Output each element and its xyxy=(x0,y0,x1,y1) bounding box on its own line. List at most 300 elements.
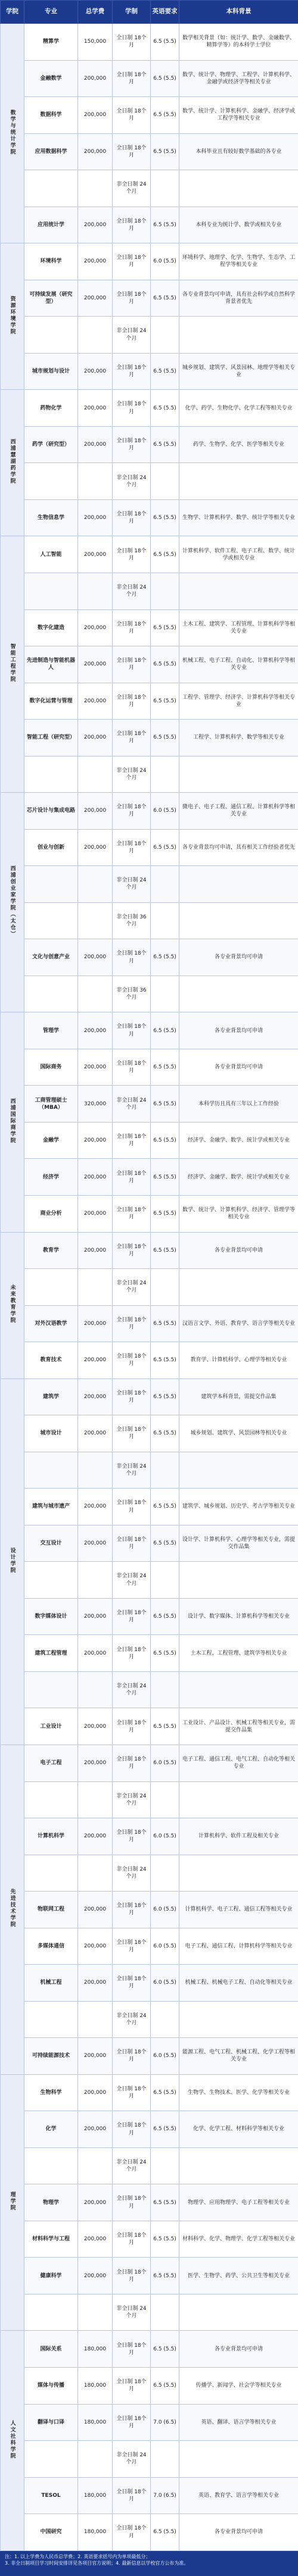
table-header-row xyxy=(1,1,298,24)
duration-cell: 全日制 18个月 xyxy=(113,2477,151,2514)
major-cell: 媒体与传播 xyxy=(24,2368,78,2405)
footnote-line-1: 注：1. 以上学费为人民币总学费；2. 英语要求括号内为单项最低分； xyxy=(5,2554,151,2559)
college-name: 西浦国际商学院 xyxy=(9,1098,15,1144)
major-cell: 计算机科学 xyxy=(24,1818,78,1855)
english-cell xyxy=(151,1671,179,1708)
college-name: 未来教育学院 xyxy=(9,1284,15,1324)
table-row xyxy=(1,1928,298,1965)
english-cell: 7.0 (6.5) xyxy=(151,2477,179,2514)
background-cell: 工程学、计算机科学、数学等相关专业 xyxy=(179,720,298,756)
college-name: 人文社科学院 xyxy=(9,2419,15,2459)
fee-cell xyxy=(78,902,113,939)
background-cell: 本科专业为统计学、数学或相关专业 xyxy=(179,207,298,243)
header-fee: 总学费 xyxy=(78,1,113,24)
fee-cell: 200,000 xyxy=(78,207,113,243)
background-cell: 电子工程、通信工程、计算机科学等相关专业 xyxy=(179,1928,298,1965)
college-cell xyxy=(1,1232,24,1378)
english-cell: 6.5 (5.5) xyxy=(151,1378,179,1415)
header-major: 专业 xyxy=(24,1,78,24)
english-cell: 6.5 (5.5) xyxy=(151,939,179,976)
english-cell: 6.5 (5.5) xyxy=(151,2074,179,2111)
fee-cell xyxy=(78,170,113,207)
duration-cell: 全日制 18个月 xyxy=(113,1196,151,1233)
english-cell: 7.0 (6.5) xyxy=(151,2404,179,2441)
major-cell: 数字化运营与管理 xyxy=(24,683,78,720)
college-name: 西浦创业家学院（太仓） xyxy=(9,865,15,937)
table-row xyxy=(1,793,298,830)
header-background: 本科背景 xyxy=(179,1,298,24)
major-cell xyxy=(24,573,78,609)
duration-cell: 全日制 18个月 xyxy=(113,2038,151,2075)
college-name: 理学院 xyxy=(9,2192,15,2212)
table-row xyxy=(1,2441,298,2478)
major-cell: 药学（研究型） xyxy=(24,426,78,463)
table-row xyxy=(1,1489,298,1525)
fee-cell: 200,000 xyxy=(78,133,113,170)
background-cell: 机械工程、机械电子工程、自动化等相关专业 xyxy=(179,1965,298,2002)
college-cell xyxy=(1,2074,24,2331)
major-cell: 化学 xyxy=(24,2111,78,2148)
table-row xyxy=(1,1269,298,1306)
fee-cell xyxy=(78,866,113,903)
major-cell xyxy=(24,2001,78,2038)
background-cell xyxy=(179,976,298,1012)
english-cell: 6.5 (5.5) xyxy=(151,426,179,463)
duration-cell: 非全日制 24个月 xyxy=(113,1781,151,1818)
major-cell: 数据科学 xyxy=(24,97,78,134)
english-cell: 6.5 (5.5) xyxy=(151,2368,179,2405)
english-cell xyxy=(151,1855,179,1892)
background-cell xyxy=(179,573,298,609)
duration-cell: 全日制 18个月 xyxy=(113,793,151,830)
major-cell: 城市设计 xyxy=(24,1415,78,1452)
major-cell: 建筑学 xyxy=(24,1378,78,1415)
fee-cell: 200,000 xyxy=(78,683,113,720)
header-college: 学院 xyxy=(1,1,24,24)
major-cell xyxy=(24,756,78,793)
major-cell: 芯片设计与集成电路 xyxy=(24,793,78,830)
fee-cell: 200,000 xyxy=(78,609,113,646)
background-cell: 电子工程、通信工程、电气工程、自动化等相关专业 xyxy=(179,1745,298,1781)
fee-cell: 200,000 xyxy=(78,2111,113,2148)
english-cell xyxy=(151,170,179,207)
major-cell: 健康科学 xyxy=(24,2258,78,2294)
table-row xyxy=(1,2514,298,2551)
english-cell: 6.5 (5.5) xyxy=(151,1012,179,1049)
major-cell xyxy=(24,2147,78,2184)
english-cell: 6.5 (5.5) xyxy=(151,2331,179,2368)
fee-cell xyxy=(78,1269,113,1306)
fee-cell: 200,000 xyxy=(78,1122,113,1159)
table-row xyxy=(1,2111,298,2148)
fee-cell: 200,000 xyxy=(78,499,113,536)
english-cell: 6.0 (5.5) xyxy=(151,1892,179,1928)
background-cell: 各专业背景均可申请 xyxy=(179,2331,298,2368)
english-cell xyxy=(151,2147,179,2184)
major-cell xyxy=(24,1855,78,1892)
english-cell: 6.5 (5.5) xyxy=(151,1086,179,1123)
background-cell xyxy=(179,2441,298,2478)
fee-cell: 200,000 xyxy=(78,1489,113,1525)
major-cell xyxy=(24,2441,78,2478)
duration-cell: 非全日制 24个月 xyxy=(113,1269,151,1306)
fee-cell: 200,000 xyxy=(78,97,113,134)
duration-cell: 全日制 18个月 xyxy=(113,1012,151,1049)
duration-cell: 全日制 18个月 xyxy=(113,1745,151,1781)
background-cell: 各专业背景均可申请 xyxy=(179,1232,298,1269)
major-cell xyxy=(24,1452,78,1489)
english-cell xyxy=(151,1781,179,1818)
header-english: 英语要求 xyxy=(151,1,179,24)
fee-cell: 200,000 xyxy=(78,829,113,866)
college-name: 西浦慧湖药学院 xyxy=(9,439,15,485)
table-row xyxy=(1,2184,298,2221)
background-cell xyxy=(179,1781,298,1818)
fee-cell: 180,000 xyxy=(78,2368,113,2405)
table-row xyxy=(1,1562,298,1599)
background-cell: 土木工程、建筑学、工程管理、计算机科学等相关专业 xyxy=(179,609,298,646)
table-row xyxy=(1,2221,298,2258)
table-row xyxy=(1,2477,298,2514)
fee-cell: 180,000 xyxy=(78,2514,113,2551)
table-row xyxy=(1,1232,298,1269)
background-cell: 设计学、计算机科学、心理学等相关专业，需提交作品集 xyxy=(179,1525,298,1562)
major-cell: 国际关系 xyxy=(24,2331,78,2368)
table-row xyxy=(1,499,298,536)
duration-cell: 全日制 18个月 xyxy=(113,1598,151,1635)
english-cell: 6.5 (5.5) xyxy=(151,1232,179,1269)
duration-cell: 非全日制 24个月 xyxy=(113,866,151,903)
english-cell: 6.0 (5.5) xyxy=(151,1745,179,1781)
table-row xyxy=(1,2038,298,2075)
duration-cell: 全日制 18个月 xyxy=(113,1892,151,1928)
major-cell: 教育技术 xyxy=(24,1342,78,1379)
major-cell: 应用统计学 xyxy=(24,207,78,243)
background-cell: 药学、生物学、化学、医学等相关专业 xyxy=(179,426,298,463)
table-row xyxy=(1,1855,298,1892)
table-row xyxy=(1,353,298,390)
background-cell: 建筑学本科背景，需提交作品集 xyxy=(179,1378,298,1415)
duration-cell: 全日制 18个月 xyxy=(113,536,151,573)
background-cell xyxy=(179,317,298,354)
background-cell: 本科学历且具有三年以上工作经验 xyxy=(179,1086,298,1123)
duration-cell: 非全日制 24个月 xyxy=(113,1452,151,1489)
table-row xyxy=(1,683,298,720)
duration-cell: 非全日制 36个月 xyxy=(113,976,151,1012)
major-cell: 创业与创新 xyxy=(24,829,78,866)
table-row xyxy=(1,317,298,354)
duration-cell: 全日制 18个月 xyxy=(113,426,151,463)
fee-cell: 200,000 xyxy=(78,1012,113,1049)
duration-cell: 全日制 18个月 xyxy=(113,1378,151,1415)
background-cell xyxy=(179,866,298,903)
background-cell: 城乡规划、建筑学、风景园林等相关专业 xyxy=(179,1415,298,1452)
english-cell: 6.0 (5.5) xyxy=(151,1818,179,1855)
english-cell: 6.5 (5.5) xyxy=(151,353,179,390)
major-cell: TESOL xyxy=(24,2477,78,2514)
fee-cell xyxy=(78,317,113,354)
background-cell: 各专业背景均可申请 xyxy=(179,2514,298,2551)
table-row xyxy=(1,2001,298,2038)
fee-cell xyxy=(78,1452,113,1489)
background-cell xyxy=(179,2294,298,2331)
duration-cell: 全日制 18个月 xyxy=(113,683,151,720)
major-cell: 数字媒体设计 xyxy=(24,1598,78,1635)
duration-cell: 非全日制 24个月 xyxy=(113,573,151,609)
fee-cell xyxy=(78,463,113,500)
duration-cell: 非全日制 24个月 xyxy=(113,463,151,500)
table-row xyxy=(1,1415,298,1452)
major-cell: 国际商务 xyxy=(24,1049,78,1086)
background-cell: 各专业背景均可申请，具有相关工作经验者优先 xyxy=(179,829,298,866)
table-row xyxy=(1,976,298,1012)
english-cell: 6.5 (5.5) xyxy=(151,683,179,720)
header-duration: 学制 xyxy=(113,1,151,24)
duration-cell: 全日制 18个月 xyxy=(113,646,151,683)
major-cell: 生物信息学 xyxy=(24,499,78,536)
major-cell: 经济学 xyxy=(24,1159,78,1196)
college-cell xyxy=(1,243,24,390)
english-cell: 6.5 (5.5) xyxy=(151,2184,179,2221)
english-cell: 6.0 (5.5) xyxy=(151,1965,179,2002)
english-cell: 6.5 (5.5) xyxy=(151,1415,179,1452)
background-cell: 各专业背景均可申请 xyxy=(179,1012,298,1049)
major-cell: 对外汉语教学 xyxy=(24,1305,78,1342)
table-row xyxy=(1,720,298,756)
major-cell: 建筑与城市遗产 xyxy=(24,1489,78,1525)
english-cell xyxy=(151,902,179,939)
background-cell: 各专业背景均可申请 xyxy=(179,939,298,976)
major-cell: 材料科学与工程 xyxy=(24,2221,78,2258)
major-cell: 交互设计 xyxy=(24,1525,78,1562)
english-cell: 6.5 (5.5) xyxy=(151,2221,179,2258)
background-cell: 经济学、金融学、数学、统计学或相关专业 xyxy=(179,1122,298,1159)
table-row xyxy=(1,1745,298,1781)
fee-cell: 200,000 xyxy=(78,390,113,427)
fee-cell xyxy=(78,1781,113,1818)
english-cell: 6.5 (5.5) xyxy=(151,829,179,866)
english-cell: 6.5 (5.5) xyxy=(151,646,179,683)
major-cell xyxy=(24,317,78,354)
english-cell xyxy=(151,2294,179,2331)
english-cell: 6.5 (5.5) xyxy=(151,97,179,134)
duration-cell: 非全日制 24个月 xyxy=(113,756,151,793)
fee-cell: 320,000 xyxy=(78,1086,113,1123)
table-row xyxy=(1,866,298,903)
table-row xyxy=(1,902,298,939)
duration-cell: 全日制 18个月 xyxy=(113,207,151,243)
english-cell: 6.0 (5.5) xyxy=(151,243,179,280)
table-row xyxy=(1,1122,298,1159)
fee-cell: 200,000 xyxy=(78,1342,113,1379)
background-cell xyxy=(179,170,298,207)
fee-cell: 200,000 xyxy=(78,2184,113,2221)
duration-cell: 全日制 18个月 xyxy=(113,243,151,280)
english-cell: 6.5 (5.5) xyxy=(151,1159,179,1196)
fee-cell: 200,000 xyxy=(78,1635,113,1672)
table-row xyxy=(1,2258,298,2294)
duration-cell: 全日制 18个月 xyxy=(113,1049,151,1086)
fee-cell: 200,000 xyxy=(78,1159,113,1196)
background-cell xyxy=(179,1562,298,1599)
table-row xyxy=(1,24,298,61)
background-cell: 化学、化学工程、材料科学等相关专业 xyxy=(179,2111,298,2148)
major-cell: 城市规划与设计 xyxy=(24,353,78,390)
duration-cell: 全日制 18个月 xyxy=(113,499,151,536)
english-cell: 6.5 (5.5) xyxy=(151,1708,179,1745)
fee-cell: 200,000 xyxy=(78,939,113,976)
english-cell xyxy=(151,2001,179,2038)
background-cell: 计算机科学、软件工程、电子工程、数学、统计学或相关专业 xyxy=(179,536,298,573)
english-cell: 6.5 (5.5) xyxy=(151,1635,179,1672)
major-cell: 物联网工程 xyxy=(24,1892,78,1928)
background-cell: 机械工程、电子工程、自动化、计算机科学等相关专业 xyxy=(179,646,298,683)
major-cell: 精算学 xyxy=(24,24,78,61)
fee-cell: 200,000 xyxy=(78,1415,113,1452)
fee-cell xyxy=(78,756,113,793)
background-cell: 数学、统计学、计算机科学、经济学、管理学等相关专业 xyxy=(179,1196,298,1233)
english-cell: 6.5 (5.5) xyxy=(151,1489,179,1525)
table-row xyxy=(1,280,298,317)
fee-cell: 200,000 xyxy=(78,1745,113,1781)
fee-cell: 200,000 xyxy=(78,1525,113,1562)
table-row xyxy=(1,573,298,609)
fee-cell: 200,000 xyxy=(78,1049,113,1086)
major-cell: 翻译与口译 xyxy=(24,2404,78,2441)
background-cell: 生物学、计算机科学、数学、统计学等相关专业 xyxy=(179,499,298,536)
english-cell: 6.5 (5.5) xyxy=(151,1196,179,1233)
table-row xyxy=(1,1012,298,1049)
fee-cell xyxy=(78,2147,113,2184)
table-row xyxy=(1,97,298,134)
duration-cell: 非全日制 24个月 xyxy=(113,1671,151,1708)
table-row xyxy=(1,1671,298,1708)
duration-cell: 全日制 18个月 xyxy=(113,2404,151,2441)
english-cell xyxy=(151,756,179,793)
background-cell: 英语、教育学、语言学等相关专业 xyxy=(179,2477,298,2514)
english-cell: 6.5 (5.5) xyxy=(151,390,179,427)
table-row xyxy=(1,1159,298,1196)
background-cell xyxy=(179,1671,298,1708)
duration-cell: 全日制 18个月 xyxy=(113,1122,151,1159)
major-cell: 商业分析 xyxy=(24,1196,78,1233)
major-cell: 环境科学 xyxy=(24,243,78,280)
table-row xyxy=(1,1086,298,1123)
background-cell: 数学相关背景（如：统计学、数学、金融数学、精算学等）的本科学士学位 xyxy=(179,24,298,61)
duration-cell: 全日制 18个月 xyxy=(113,1489,151,1525)
fee-cell: 200,000 xyxy=(78,1965,113,2002)
fee-cell: 200,000 xyxy=(78,1196,113,1233)
background-cell xyxy=(179,1452,298,1489)
fee-cell xyxy=(78,2294,113,2331)
fee-cell: 200,000 xyxy=(78,1708,113,1745)
table-row xyxy=(1,1708,298,1745)
background-cell: 能源工程、电气工程、机械工程、化学工程等相关专业 xyxy=(179,2038,298,2075)
major-cell xyxy=(24,1671,78,1708)
duration-cell: 全日制 18个月 xyxy=(113,1415,151,1452)
table-row xyxy=(1,939,298,976)
english-cell: 6.5 (5.5) xyxy=(151,609,179,646)
major-cell: 建筑工程管理 xyxy=(24,1635,78,1672)
duration-cell: 非全日制 24个月 xyxy=(113,2001,151,2038)
fee-cell: 200,000 xyxy=(78,353,113,390)
major-cell xyxy=(24,170,78,207)
fee-cell: 200,000 xyxy=(78,793,113,830)
duration-cell: 全日制 18个月 xyxy=(113,2368,151,2405)
table-row xyxy=(1,1342,298,1379)
english-cell xyxy=(151,976,179,1012)
duration-cell: 全日制 18个月 xyxy=(113,1818,151,1855)
fee-cell: 200,000 xyxy=(78,2221,113,2258)
footnote xyxy=(0,2551,298,2576)
college-name: 数学与统计学院 xyxy=(9,109,15,155)
background-cell: 物理学、应用物理学、电子工程等相关专业 xyxy=(179,2184,298,2221)
background-cell: 环境科学、地理学、化学、生物学、生态学、工程学等相关专业 xyxy=(179,243,298,280)
background-cell: 教育学、计算机科学、心理学等相关专业 xyxy=(179,1342,298,1379)
duration-cell: 全日制 18个月 xyxy=(113,133,151,170)
fee-cell: 200,000 xyxy=(78,60,113,97)
major-cell: 管理学 xyxy=(24,1012,78,1049)
fee-cell: 200,000 xyxy=(78,1818,113,1855)
english-cell xyxy=(151,573,179,609)
duration-cell: 全日制 18个月 xyxy=(113,1928,151,1965)
college-cell xyxy=(1,536,24,793)
background-cell xyxy=(179,756,298,793)
duration-cell: 全日制 18个月 xyxy=(113,1635,151,1672)
table-row xyxy=(1,756,298,793)
table-row xyxy=(1,2074,298,2111)
background-cell: 汉语言文学、外语、教育学、语言学等相关专业 xyxy=(179,1305,298,1342)
table-row xyxy=(1,426,298,463)
background-cell: 英语、翻译、语言学等相关专业 xyxy=(179,2404,298,2441)
major-cell: 金融数学 xyxy=(24,60,78,97)
background-cell: 各专业背景均可申请 xyxy=(179,1049,298,1086)
table-row xyxy=(1,1892,298,1928)
college-cell xyxy=(1,1378,24,1745)
english-cell: 6.5 (5.5) xyxy=(151,720,179,756)
duration-cell: 非全日制 24个月 xyxy=(113,1562,151,1599)
fee-cell xyxy=(78,1562,113,1599)
english-cell: 6.5 (5.5) xyxy=(151,499,179,536)
table-row xyxy=(1,243,298,280)
english-cell: 6.0 (5.5) xyxy=(151,793,179,830)
duration-cell: 全日制 18个月 xyxy=(113,97,151,134)
fee-cell: 150,000 xyxy=(78,24,113,61)
fee-cell xyxy=(78,2001,113,2038)
fee-cell: 200,000 xyxy=(78,536,113,573)
english-cell: 6.5 (5.5) xyxy=(151,1049,179,1086)
table-row xyxy=(1,1525,298,1562)
college-cell xyxy=(1,24,24,243)
table-body xyxy=(1,24,298,2551)
fee-cell: 200,000 xyxy=(78,2038,113,2075)
fee-cell: 200,000 xyxy=(78,1232,113,1269)
fee-cell: 200,000 xyxy=(78,426,113,463)
college-name: 先进技术学院 xyxy=(9,1889,15,1928)
major-cell xyxy=(24,463,78,500)
table-row xyxy=(1,60,298,97)
duration-cell: 全日制 18个月 xyxy=(113,720,151,756)
english-cell xyxy=(151,317,179,354)
background-cell: 各专业背景均可申请，具有社会科学或自然科学背景者优先 xyxy=(179,280,298,317)
duration-cell: 非全日制 24个月 xyxy=(113,2441,151,2478)
english-cell: 6.0 (5.5) xyxy=(151,1928,179,1965)
college-cell xyxy=(1,1745,24,2074)
duration-cell: 全日制 18个月 xyxy=(113,1965,151,2002)
college-name: 资源环境学院 xyxy=(9,295,15,335)
duration-cell: 全日制 18个月 xyxy=(113,353,151,390)
background-cell xyxy=(179,2147,298,2184)
